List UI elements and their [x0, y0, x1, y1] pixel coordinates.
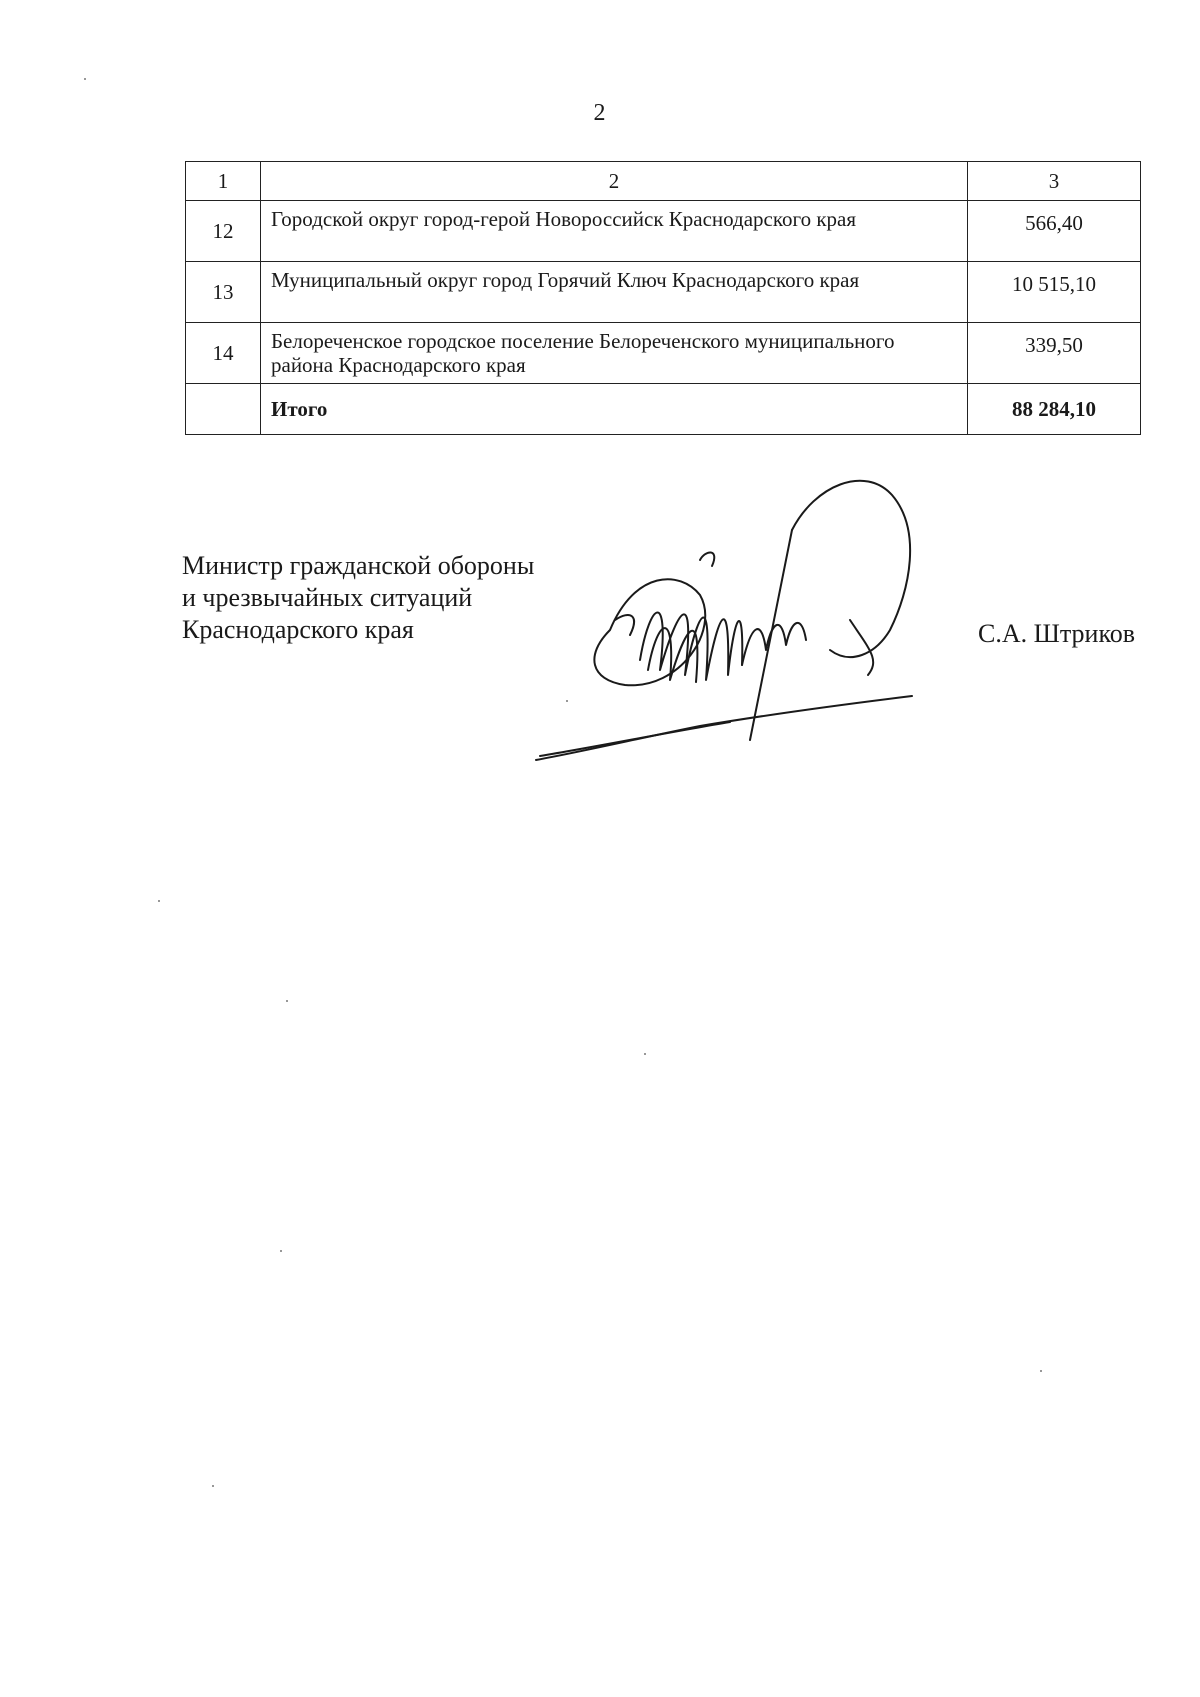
table-row	[186, 201, 1141, 262]
table-row	[186, 323, 1141, 384]
total-label: Итого	[261, 384, 968, 435]
row-municipality-name: Белореченское городское поселение Белореченского муниципального района Краснодарского края	[261, 323, 968, 384]
scan-speck	[158, 900, 160, 902]
row-number: 13	[186, 262, 261, 323]
row-number: 12	[186, 201, 261, 262]
row-municipality-name: Муниципальный округ город Горячий Ключ Краснодарского края	[261, 262, 968, 323]
position-line: Краснодарского края	[182, 615, 414, 644]
scan-speck	[84, 78, 86, 80]
table-row	[186, 262, 1141, 323]
row-municipality-name: Городской округ город-герой Новороссийск Краснодарского края	[261, 201, 968, 262]
position-line: и чрезвычайных ситуаций	[182, 583, 473, 612]
scan-speck	[280, 1250, 282, 1252]
total-empty-cell	[186, 384, 261, 435]
row-number: 14	[186, 323, 261, 384]
table-total-row	[186, 384, 1141, 435]
scan-speck	[644, 1053, 646, 1055]
header-cell-3: 3	[968, 162, 1141, 201]
scan-speck	[1040, 1370, 1042, 1372]
scan-speck	[212, 1485, 214, 1487]
allocation-table	[185, 161, 1141, 435]
position-line: Министр гражданской обороны	[182, 551, 535, 580]
scan-speck	[286, 1000, 288, 1002]
row-amount: 10 515,10	[968, 262, 1141, 323]
row-amount: 339,50	[968, 323, 1141, 384]
scan-speck	[566, 700, 568, 702]
total-amount: 88 284,10	[968, 384, 1141, 435]
header-cell-1: 1	[186, 162, 261, 201]
handwritten-signature-icon	[530, 470, 920, 780]
signer-name: С.А. Штриков	[978, 619, 1136, 648]
header-cell-2: 2	[261, 162, 968, 201]
page-number: 2	[593, 100, 607, 126]
table-header-row	[186, 162, 1141, 201]
signatory-position	[182, 550, 534, 646]
row-amount: 566,40	[968, 201, 1141, 262]
